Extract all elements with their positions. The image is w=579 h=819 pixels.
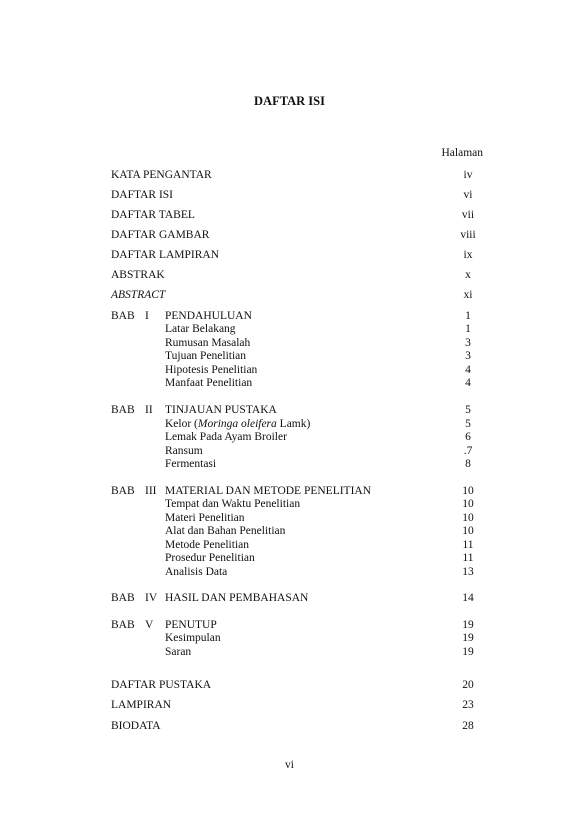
- subsection-page: 3: [465, 350, 471, 362]
- chapter-number: V: [145, 619, 154, 631]
- page-number-footer: vi: [285, 759, 294, 771]
- toc-entry-label: BIODATA: [111, 720, 161, 732]
- chapter-page: 1: [465, 310, 471, 322]
- chapter-title: HASIL DAN PEMBAHASAN: [165, 592, 309, 604]
- toc-entry-page: viii: [460, 229, 476, 241]
- chapter-title: TINJAUAN PUSTAKA: [165, 404, 277, 416]
- subsection-label: Latar Belakang: [165, 323, 236, 335]
- subsection-page: 13: [462, 566, 474, 578]
- subsection-label-pre: Kelor (: [165, 418, 198, 430]
- subsection-label: Metode Penelitian: [165, 539, 249, 551]
- toc-entry-label: DAFTAR ISI: [111, 189, 174, 201]
- chapter-bab-label: BAB: [111, 404, 135, 416]
- subsection-label: Prosedur Penelitian: [165, 552, 255, 564]
- toc-entry-page: vii: [461, 209, 475, 221]
- toc-entry-label: DAFTAR TABEL: [111, 209, 195, 221]
- chapter-number: I: [145, 310, 149, 322]
- subsection-page: 3: [465, 337, 471, 349]
- subsection-page: 5: [465, 418, 471, 430]
- subsection-label: Lemak Pada Ayam Broiler: [165, 431, 287, 443]
- subsection-label: Fermentasi: [165, 458, 217, 470]
- toc-entry-label: DAFTAR PUSTAKA: [111, 679, 212, 691]
- subsection-label-post: Lamk): [276, 418, 311, 430]
- chapter-page: 10: [462, 485, 474, 497]
- subsection-label: Ransum: [165, 445, 203, 457]
- subsection-label: Saran: [165, 646, 192, 658]
- subsection-label: [165, 419, 310, 431]
- toc-entry-label: ABSTRACT: [111, 289, 166, 301]
- subsection-label: Manfaat Penelitian: [165, 377, 253, 389]
- subsection-page: 4: [465, 377, 471, 389]
- toc-entry-page: 20: [462, 679, 474, 691]
- subsection-page: 10: [462, 525, 474, 537]
- chapter-page: 19: [462, 619, 474, 631]
- toc-entry-label: DAFTAR LAMPIRAN: [111, 249, 220, 261]
- subsection-page: 8: [465, 458, 471, 470]
- chapter-number: IV: [145, 592, 158, 604]
- subsection-page: 19: [462, 646, 474, 658]
- toc-entry-page: 23: [462, 699, 474, 711]
- subsection-page: 11: [462, 552, 474, 564]
- chapter-title: PENUTUP: [165, 619, 217, 631]
- chapter-bab-label: BAB: [111, 310, 135, 322]
- subsection-page: 11: [462, 539, 474, 551]
- toc-entry-label: LAMPIRAN: [111, 699, 172, 711]
- subsection-page: 10: [462, 498, 474, 510]
- subsection-page: 10: [462, 512, 474, 524]
- page-title: DAFTAR ISI: [254, 94, 325, 108]
- subsection-page: 1: [465, 323, 471, 335]
- chapter-page: 14: [462, 592, 474, 604]
- subsection-label: Alat dan Bahan Penelitian: [165, 525, 286, 537]
- chapter-title: MATERIAL DAN METODE PENELITIAN: [165, 485, 372, 497]
- subsection-page: 19: [462, 632, 474, 644]
- subsection-label: Tempat dan Waktu Penelitian: [165, 498, 301, 510]
- toc-entry-page: ix: [463, 249, 473, 261]
- subsection-label: Analisis Data: [165, 566, 228, 578]
- scientific-name: Moringa oleifera: [197, 418, 277, 430]
- chapter-bab-label: BAB: [111, 485, 135, 497]
- chapter-title: PENDAHULUAN: [165, 310, 252, 322]
- toc-entry-page: x: [465, 269, 471, 281]
- subsection-page: 6: [465, 431, 471, 443]
- toc-entry-page: xi: [463, 289, 473, 301]
- subsection-label: Materi Penelitian: [165, 512, 245, 524]
- chapter-number: III: [145, 485, 157, 497]
- toc-entry-label: DAFTAR GAMBAR: [111, 229, 210, 241]
- chapter-number: II: [145, 404, 153, 416]
- subsection-label: Tujuan Penelitian: [165, 350, 247, 362]
- chapter-bab-label: BAB: [111, 619, 135, 631]
- toc-entry-page: vi: [463, 189, 473, 201]
- toc-entry-page: iv: [463, 169, 473, 181]
- chapter-page: 5: [465, 404, 471, 416]
- page-column-header: Halaman: [441, 147, 483, 159]
- subsection-page: 4: [465, 364, 471, 376]
- subsection-label: Kesimpulan: [165, 632, 221, 644]
- subsection-page: .7: [463, 445, 473, 457]
- toc-entry-label: KATA PENGANTAR: [111, 169, 212, 181]
- toc-entry-page: 28: [462, 720, 474, 732]
- chapter-bab-label: BAB: [111, 592, 135, 604]
- toc-entry-label: ABSTRAK: [111, 269, 165, 281]
- subsection-label: Rumusan Masalah: [165, 337, 251, 349]
- subsection-label: Hipotesis Penelitian: [165, 364, 258, 376]
